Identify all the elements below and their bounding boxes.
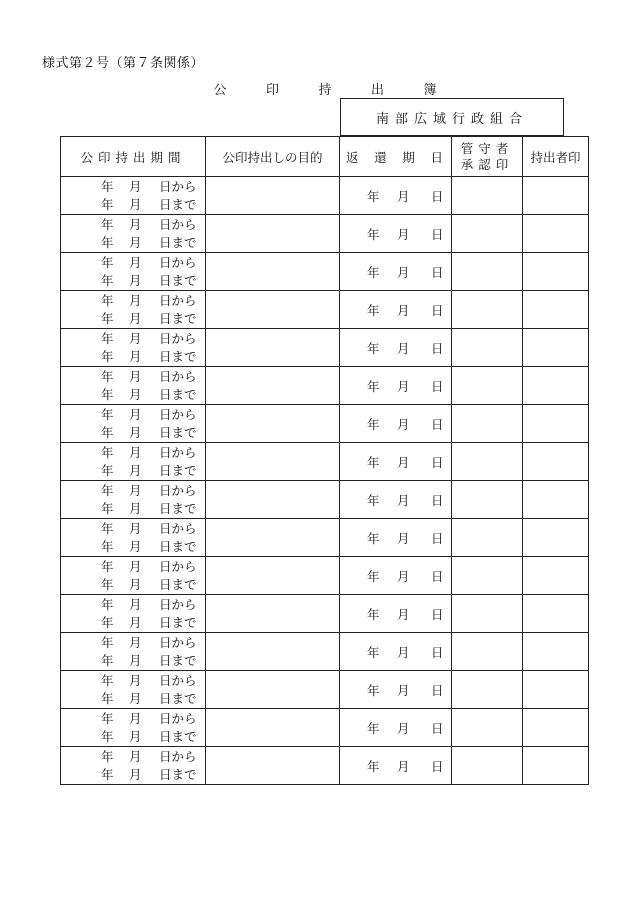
purpose-cell[interactable] — [206, 405, 340, 443]
purpose-cell[interactable] — [206, 291, 340, 329]
ledger-row — [61, 443, 589, 481]
purpose-cell[interactable] — [206, 177, 340, 215]
period-cell[interactable]: 年 月 日から 年 月 日まで — [61, 291, 206, 329]
purpose-cell[interactable] — [206, 367, 340, 405]
ledger-row — [61, 671, 589, 709]
period-cell[interactable]: 年 月 日から 年 月 日まで — [61, 367, 206, 405]
period-cell[interactable]: 年 月 日から 年 月 日まで — [61, 329, 206, 367]
bearer-seal-cell[interactable] — [523, 253, 589, 291]
custodian-seal-cell[interactable] — [452, 253, 523, 291]
return-date-cell[interactable]: 年 月 日 — [340, 177, 452, 215]
period-cell[interactable]: 年 月 日から 年 月 日まで — [61, 215, 206, 253]
custodian-seal-cell[interactable] — [452, 291, 523, 329]
bearer-seal-cell[interactable] — [523, 443, 589, 481]
title-char: 公 — [213, 83, 227, 98]
bearer-seal-cell[interactable] — [523, 405, 589, 443]
ledger-row — [61, 177, 589, 215]
custodian-seal-cell[interactable] — [452, 405, 523, 443]
purpose-cell[interactable] — [206, 709, 340, 747]
period-cell[interactable]: 年 月 日から 年 月 日まで — [61, 443, 206, 481]
ledger-row — [61, 557, 589, 595]
custodian-approval-header: 管守者 承認印 — [452, 137, 523, 177]
organization-name: 南部広域行政組合 — [340, 98, 564, 136]
ledger-row — [61, 253, 589, 291]
custodian-seal-cell[interactable] — [452, 709, 523, 747]
ledger-row — [61, 519, 589, 557]
period-cell[interactable]: 年 月 日から 年 月 日まで — [61, 671, 206, 709]
return-date-cell[interactable]: 年 月 日 — [340, 747, 452, 785]
custodian-seal-cell[interactable] — [452, 557, 523, 595]
return-date-cell[interactable]: 年 月 日 — [340, 481, 452, 519]
period-header: 公印持出期間 — [61, 137, 206, 177]
ledger-row — [61, 481, 589, 519]
bearer-seal-cell[interactable] — [523, 329, 589, 367]
return-date-cell[interactable]: 年 月 日 — [340, 443, 452, 481]
ledger-row — [61, 215, 589, 253]
purpose-cell[interactable] — [206, 633, 340, 671]
custodian-seal-cell[interactable] — [452, 443, 523, 481]
period-cell[interactable]: 年 月 日から 年 月 日まで — [61, 709, 206, 747]
title-char: 出 — [370, 83, 384, 98]
return-date-cell[interactable]: 年 月 日 — [340, 329, 452, 367]
return-date-cell[interactable]: 年 月 日 — [340, 253, 452, 291]
purpose-header: 公印持出しの目的 — [206, 137, 340, 177]
period-cell[interactable]: 年 月 日から 年 月 日まで — [61, 595, 206, 633]
purpose-cell[interactable] — [206, 253, 340, 291]
purpose-cell[interactable] — [206, 519, 340, 557]
bearer-seal-cell[interactable] — [523, 671, 589, 709]
bearer-seal-cell[interactable] — [523, 747, 589, 785]
bearer-seal-header: 持出者印 — [523, 137, 589, 177]
period-cell[interactable]: 年 月 日から 年 月 日まで — [61, 633, 206, 671]
bearer-seal-cell[interactable] — [523, 481, 589, 519]
period-cell[interactable]: 年 月 日から 年 月 日まで — [61, 177, 206, 215]
custodian-seal-cell[interactable] — [452, 215, 523, 253]
return-date-cell[interactable]: 年 月 日 — [340, 709, 452, 747]
bearer-seal-cell[interactable] — [523, 291, 589, 329]
period-cell[interactable]: 年 月 日から 年 月 日まで — [61, 557, 206, 595]
purpose-cell[interactable] — [206, 557, 340, 595]
purpose-cell[interactable] — [206, 747, 340, 785]
ledger-row — [61, 633, 589, 671]
title-char: 簿 — [423, 83, 437, 98]
return-date-cell[interactable]: 年 月 日 — [340, 633, 452, 671]
bearer-seal-cell[interactable] — [523, 595, 589, 633]
ledger-row — [61, 367, 589, 405]
purpose-cell[interactable] — [206, 595, 340, 633]
ledger-row — [61, 709, 589, 747]
return-date-cell[interactable]: 年 月 日 — [340, 215, 452, 253]
purpose-cell[interactable] — [206, 481, 340, 519]
return-date-cell[interactable]: 年 月 日 — [340, 291, 452, 329]
bearer-seal-cell[interactable] — [523, 709, 589, 747]
bearer-seal-cell[interactable] — [523, 557, 589, 595]
ledger-row — [61, 329, 589, 367]
return-date-cell[interactable]: 年 月 日 — [340, 557, 452, 595]
custodian-seal-cell[interactable] — [452, 747, 523, 785]
ledger-row — [61, 405, 589, 443]
custodian-seal-cell[interactable] — [452, 177, 523, 215]
period-cell[interactable]: 年 月 日から 年 月 日まで — [61, 405, 206, 443]
seal-ledger-table — [60, 136, 589, 785]
period-cell[interactable]: 年 月 日から 年 月 日まで — [61, 481, 206, 519]
custodian-seal-cell[interactable] — [452, 329, 523, 367]
custodian-seal-cell[interactable] — [452, 481, 523, 519]
header-row — [61, 137, 589, 177]
period-cell[interactable]: 年 月 日から 年 月 日まで — [61, 253, 206, 291]
custodian-seal-cell[interactable] — [452, 367, 523, 405]
custodian-seal-cell[interactable] — [452, 595, 523, 633]
ledger-row — [61, 595, 589, 633]
document-title — [210, 79, 440, 98]
return-date-cell[interactable]: 年 月 日 — [340, 671, 452, 709]
bearer-seal-cell[interactable] — [523, 215, 589, 253]
ledger-row — [61, 291, 589, 329]
title-char: 印 — [265, 83, 279, 98]
period-cell[interactable]: 年 月 日から 年 月 日まで — [61, 747, 206, 785]
custodian-seal-cell[interactable] — [452, 671, 523, 709]
purpose-cell[interactable] — [206, 329, 340, 367]
purpose-cell[interactable] — [206, 215, 340, 253]
bearer-seal-cell[interactable] — [523, 519, 589, 557]
custodian-seal-cell[interactable] — [452, 519, 523, 557]
purpose-cell[interactable] — [206, 671, 340, 709]
return-date-cell[interactable]: 年 月 日 — [340, 405, 452, 443]
ledger-row — [61, 747, 589, 785]
return-date-cell[interactable]: 年 月 日 — [340, 595, 452, 633]
return-date-cell[interactable]: 年 月 日 — [340, 519, 452, 557]
form-label: 様式第２号（第７条関係） — [42, 56, 205, 71]
title-char: 持 — [318, 83, 332, 98]
bearer-seal-cell[interactable] — [523, 177, 589, 215]
purpose-cell[interactable] — [206, 443, 340, 481]
return-date-header: 返 還 期 日 — [340, 137, 452, 177]
period-cell[interactable]: 年 月 日から 年 月 日まで — [61, 519, 206, 557]
bearer-seal-cell[interactable] — [523, 633, 589, 671]
return-date-cell[interactable]: 年 月 日 — [340, 367, 452, 405]
custodian-seal-cell[interactable] — [452, 633, 523, 671]
bearer-seal-cell[interactable] — [523, 367, 589, 405]
